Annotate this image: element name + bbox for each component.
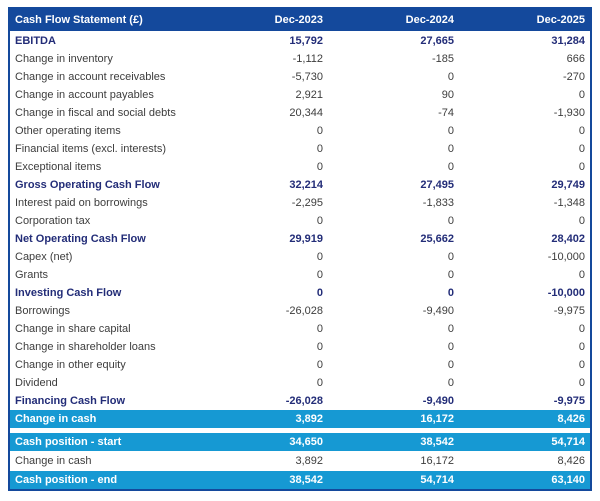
row-value: -1,112 xyxy=(292,53,323,65)
row-value: 38,542 xyxy=(420,436,454,448)
table-row xyxy=(10,176,590,194)
table-row xyxy=(10,32,590,50)
cash-position-section xyxy=(10,433,590,489)
row-label: Exceptional items xyxy=(15,161,102,173)
row-label: Capex (net) xyxy=(15,251,73,263)
row-label: Change in inventory xyxy=(15,53,113,65)
row-value: 0 xyxy=(578,161,585,173)
row-value: 0 xyxy=(316,269,323,281)
row-value: 54,714 xyxy=(551,436,585,448)
table-header-row xyxy=(10,9,590,32)
table-row xyxy=(10,248,590,266)
row-value: 0 xyxy=(316,215,323,227)
row-value: 0 xyxy=(578,341,585,353)
row-value: 29,919 xyxy=(289,233,323,245)
table-row xyxy=(10,212,590,230)
row-value: 0 xyxy=(316,143,323,155)
row-label: EBITDA xyxy=(15,35,56,47)
row-value: 3,892 xyxy=(295,455,323,467)
row-value: 0 xyxy=(578,89,585,101)
row-value: 0 xyxy=(316,161,323,173)
row-label: Change in other equity xyxy=(15,359,126,371)
row-value: 0 xyxy=(316,359,323,371)
row-label: Change in share capital xyxy=(15,323,131,335)
row-value: 0 xyxy=(316,323,323,335)
row-value: 0 xyxy=(447,215,454,227)
row-value: 0 xyxy=(578,215,585,227)
row-value: 0 xyxy=(578,143,585,155)
table-row xyxy=(10,86,590,104)
row-value: 27,665 xyxy=(420,35,454,47)
row-value: 0 xyxy=(578,269,585,281)
table-row xyxy=(10,68,590,86)
table-row xyxy=(10,320,590,338)
row-label: Other operating items xyxy=(15,125,121,137)
row-value: 0 xyxy=(447,377,454,389)
row-label: Change in cash xyxy=(15,413,97,425)
row-label: Cash position - end xyxy=(15,474,118,486)
row-value: -1,348 xyxy=(553,197,585,209)
row-value: 90 xyxy=(441,89,454,101)
row-value: 0 xyxy=(578,323,585,335)
row-value: 0 xyxy=(447,323,454,335)
table-row xyxy=(10,194,590,212)
row-value: 16,172 xyxy=(420,413,454,425)
cash-flow-statement-table xyxy=(8,7,592,491)
row-value: 0 xyxy=(447,71,454,83)
row-value: 3,892 xyxy=(295,413,323,425)
row-value: 38,542 xyxy=(289,474,323,486)
table-row xyxy=(10,374,590,392)
row-value: 0 xyxy=(447,269,454,281)
row-value: 0 xyxy=(316,341,323,353)
row-value: 0 xyxy=(316,251,323,263)
table-row xyxy=(10,104,590,122)
row-value: -9,975 xyxy=(553,395,585,407)
row-value: -9,490 xyxy=(422,305,454,317)
row-value: 0 xyxy=(578,377,585,389)
row-label: Change in cash xyxy=(15,455,92,467)
row-label: Change in account receivables xyxy=(15,71,166,83)
row-value: 20,344 xyxy=(289,107,323,119)
row-value: 0 xyxy=(578,359,585,371)
row-value: 0 xyxy=(316,125,323,137)
row-value: 31,284 xyxy=(551,35,585,47)
row-value: -5,730 xyxy=(291,71,323,83)
row-label: Cash position - start xyxy=(15,436,122,448)
column-header-dec-2024: Dec-2024 xyxy=(405,14,454,26)
row-value: -185 xyxy=(431,53,454,65)
row-label: Investing Cash Flow xyxy=(15,287,122,299)
table-row xyxy=(10,451,590,470)
table-row xyxy=(10,50,590,68)
row-value: -9,975 xyxy=(553,305,585,317)
table-row xyxy=(10,410,590,428)
row-value: 8,426 xyxy=(557,413,585,425)
row-value: 0 xyxy=(578,125,585,137)
row-value: 0 xyxy=(447,359,454,371)
row-value: 16,172 xyxy=(420,455,454,467)
row-value: 25,662 xyxy=(420,233,454,245)
table-row xyxy=(10,302,590,320)
row-label: Financial items (excl. interests) xyxy=(15,143,166,155)
row-value: 29,749 xyxy=(551,179,585,191)
row-label: Corporation tax xyxy=(15,215,91,227)
table-row xyxy=(10,158,590,176)
row-value: -1,930 xyxy=(553,107,585,119)
row-label: Financing Cash Flow xyxy=(15,395,126,407)
row-value: 2,921 xyxy=(295,89,323,101)
row-label: Interest paid on borrowings xyxy=(15,197,148,209)
row-value: 27,495 xyxy=(420,179,454,191)
row-value: 0 xyxy=(447,287,454,299)
row-label: Change in shareholder loans xyxy=(15,341,156,353)
row-value: 8,426 xyxy=(557,455,585,467)
table-row xyxy=(10,122,590,140)
table-row xyxy=(10,433,590,451)
row-label: Change in account payables xyxy=(15,89,154,101)
row-value: 54,714 xyxy=(420,474,454,486)
row-value: 0 xyxy=(447,125,454,137)
row-label: Net Operating Cash Flow xyxy=(15,233,146,245)
row-value: 0 xyxy=(447,341,454,353)
table-row xyxy=(10,140,590,158)
row-value: 28,402 xyxy=(551,233,585,245)
row-value: -10,000 xyxy=(547,287,585,299)
row-value: -26,028 xyxy=(285,305,323,317)
row-value: -2,295 xyxy=(291,197,323,209)
table-row xyxy=(10,470,590,489)
table-row xyxy=(10,338,590,356)
table-row xyxy=(10,284,590,302)
row-value: 0 xyxy=(447,251,454,263)
row-value: -74 xyxy=(438,107,454,119)
row-value: -270 xyxy=(562,71,585,83)
column-header-dec-2025: Dec-2025 xyxy=(536,14,585,26)
table-title: Cash Flow Statement (£) xyxy=(15,14,143,26)
table-row xyxy=(10,392,590,410)
row-value: 32,214 xyxy=(289,179,323,191)
row-value: 0 xyxy=(316,377,323,389)
table-row xyxy=(10,266,590,284)
table-row xyxy=(10,230,590,248)
row-value: 0 xyxy=(447,143,454,155)
row-label: Change in fiscal and social debts xyxy=(15,107,176,119)
row-value: 63,140 xyxy=(551,474,585,486)
column-header-dec-2023: Dec-2023 xyxy=(274,14,323,26)
row-value: -10,000 xyxy=(547,251,585,263)
row-value: 0 xyxy=(447,161,454,173)
row-value: 15,792 xyxy=(289,35,323,47)
row-label: Grants xyxy=(15,269,49,281)
row-value: -1,833 xyxy=(422,197,454,209)
table-body xyxy=(10,32,590,428)
table-row xyxy=(10,356,590,374)
row-value: -26,028 xyxy=(285,395,323,407)
row-label: Borrowings xyxy=(15,305,71,317)
row-value: -9,490 xyxy=(422,395,454,407)
row-label: Dividend xyxy=(15,377,58,389)
row-value: 666 xyxy=(566,53,585,65)
row-value: 0 xyxy=(316,287,323,299)
row-label: Gross Operating Cash Flow xyxy=(15,179,160,191)
row-value: 34,650 xyxy=(289,436,323,448)
